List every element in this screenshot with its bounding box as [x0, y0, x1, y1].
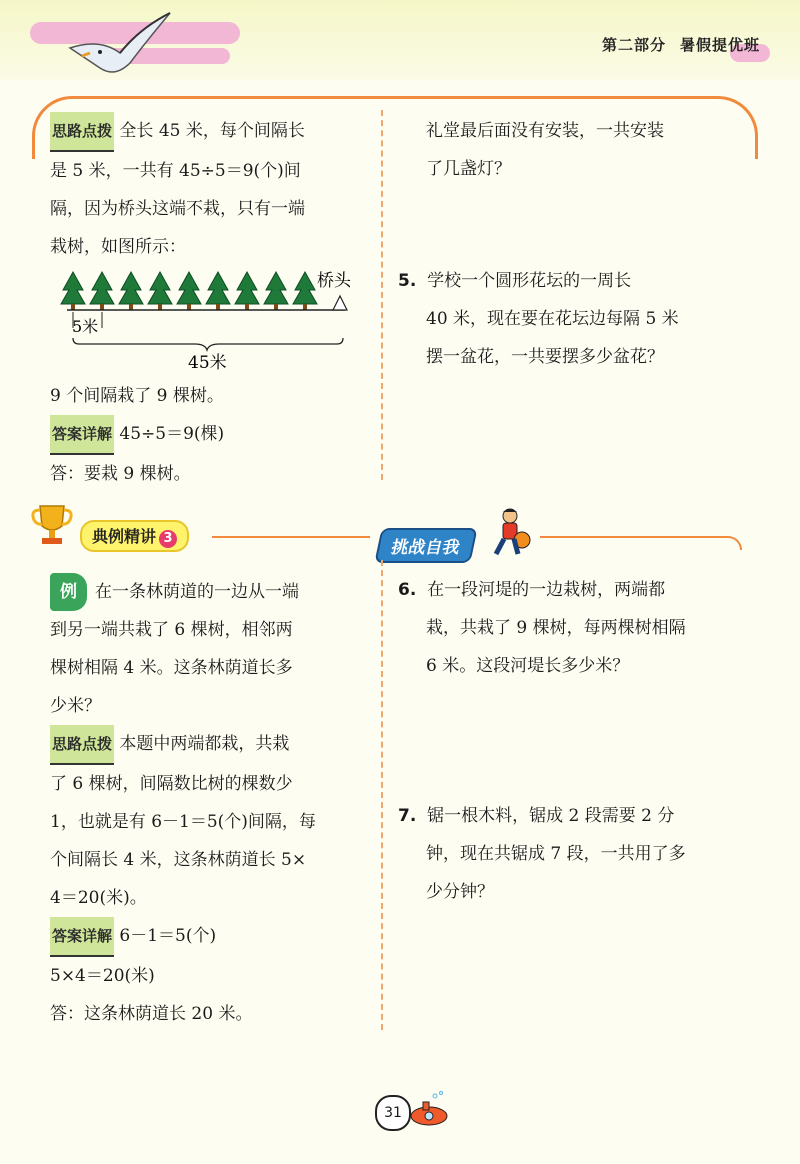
trophy-icon — [28, 500, 76, 548]
boy-running-icon — [486, 506, 534, 558]
question-text: 学校一个圆形花坛的一周长 — [427, 271, 632, 291]
running-header — [588, 34, 760, 55]
hint-text: 本题中两端都栽，共栽 — [119, 734, 290, 754]
hint-text: 隔，因为桥头这端不栽，只有一端 — [50, 199, 305, 219]
seagull-icon — [60, 8, 180, 88]
hint-text: 全长 45 米，每个间隔长 — [119, 121, 305, 141]
question-text: 钟，现在共锯成 7 段，一共用了多 — [426, 844, 686, 864]
answer-text: 6－1＝5(个) — [119, 926, 217, 946]
answer-text: 5×4＝20(米) — [50, 966, 155, 986]
body-text: 9 个间隔栽了 9 棵树。 — [50, 386, 224, 406]
hint-text: 了 6 棵树，间隔数比树的棵数少 — [50, 774, 293, 794]
answer-text: 答：要栽 9 棵树。 — [50, 464, 191, 484]
question-continuation — [398, 112, 760, 188]
hint-block-top — [50, 112, 375, 266]
challenge-title: 挑战自我 — [389, 538, 462, 558]
challenge-banner — [374, 528, 477, 563]
hint-label: 思路点拨 — [50, 725, 114, 765]
question-text: 6 米。这段河堤长多少米？ — [426, 656, 630, 676]
question-text: 40 米，现在要在花坛边每隔 5 米 — [426, 309, 679, 329]
hint-text: 栽树，如图所示： — [50, 237, 186, 257]
hint-text: 4＝20(米)。 — [50, 888, 147, 908]
question-text: 摆一盆花，一共要摆多少盆花？ — [426, 347, 664, 367]
hint-label: 思路点拨 — [50, 112, 114, 152]
answer-text: 45÷5＝9(棵) — [119, 424, 225, 444]
diagram-total-label: 45米 — [188, 353, 227, 373]
column-divider — [381, 560, 383, 1030]
question-7 — [398, 797, 760, 911]
question-6 — [398, 571, 760, 685]
hint-text: 个间隔长 4 米，这条林荫道长 5× — [50, 850, 307, 870]
question-text: 少分钟？ — [426, 882, 494, 902]
question-5 — [398, 262, 760, 376]
section-title: 典例精讲 — [92, 527, 157, 546]
bridge-marker — [333, 296, 347, 310]
question-number: 7. — [398, 806, 417, 826]
example-text: 少米？ — [50, 696, 101, 716]
page-number: 31 — [375, 1095, 411, 1131]
diagram-bridge-label: 桥头 — [317, 271, 351, 291]
example-text: 在一条林荫道的一边从一端 — [95, 582, 299, 602]
example-tag: 例 — [50, 573, 87, 611]
question-text: 礼堂最后面没有安装，一共安装 — [426, 121, 664, 141]
diagram-interval-label: 5米 — [72, 317, 99, 336]
hint-text: 1，也就是有 6－1＝5(个)间隔，每 — [50, 812, 316, 832]
example-text: 到另一端共栽了 6 棵树，相邻两 — [50, 620, 293, 640]
question-number: 6. — [398, 580, 417, 600]
hint-text: 是 5 米，一共有 45÷5＝9(个)间 — [50, 161, 301, 181]
trees — [61, 272, 317, 304]
answer-text: 答：这条林荫道长 20 米。 — [50, 1004, 253, 1024]
section-number: 3 — [159, 530, 177, 548]
header-title: 暑假提优班 — [679, 36, 760, 54]
header-part: 第二部分 — [601, 36, 666, 54]
answer-label: 答案详解 — [50, 415, 114, 455]
question-text: 了几盏灯？ — [426, 159, 511, 179]
question-number: 5. — [398, 271, 417, 291]
question-text: 在一段河堤的一边栽树，两端都 — [427, 580, 666, 600]
section-title-pill — [80, 520, 189, 552]
tree-diagram — [55, 262, 365, 377]
section-rule — [212, 536, 370, 538]
answer-label: 答案详解 — [50, 917, 114, 957]
example-text: 棵树相隔 4 米。这条林荫道长多 — [50, 658, 293, 678]
question-text: 锯一根木料，锯成 2 段需要 2 分 — [427, 806, 675, 826]
section-rule — [540, 536, 742, 550]
question-text: 栽，共栽了 9 棵树，每两棵树相隔 — [426, 618, 686, 638]
answer-block-top — [50, 377, 375, 493]
submarine-icon — [405, 1090, 455, 1130]
column-divider — [381, 110, 383, 480]
example-block — [50, 573, 375, 1033]
